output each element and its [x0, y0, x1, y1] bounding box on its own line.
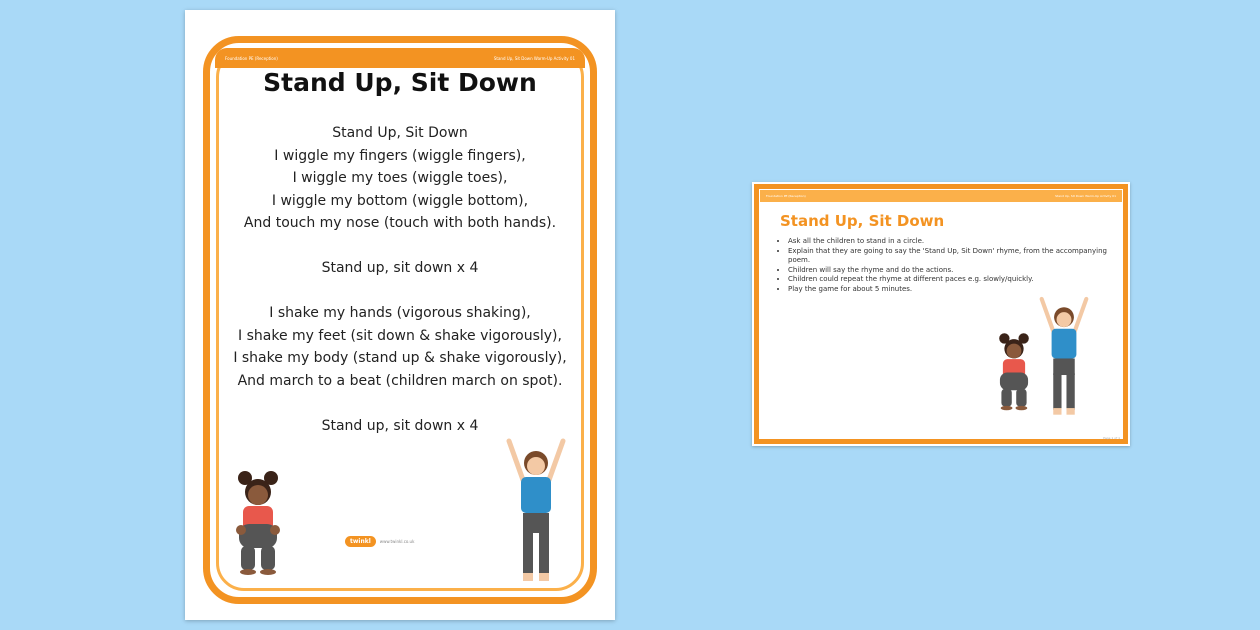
card-header-bar — [760, 190, 1122, 202]
poem-line: I wiggle my toes (wiggle toes), — [292, 170, 508, 186]
poem-stanza-gap — [185, 235, 615, 258]
instruction-item: • Children could repeat the rhyme at different paces e.g. slowly/quickly. — [788, 275, 1128, 285]
poster-header-bar — [215, 48, 585, 68]
instruction-item: • Children will say the rhyme and do the actions. — [788, 266, 1128, 276]
poem-line: I shake my hands (vigorous shaking), — [269, 305, 531, 321]
instruction-item: • Play the game for about 5 minutes. — [788, 285, 1128, 295]
poem-line: I shake my body (stand up & shake vigorously), — [233, 350, 567, 366]
poem-line: Stand Up, Sit Down — [332, 125, 468, 141]
card-sitting-child-illustration — [994, 326, 1034, 416]
twinkl-logo — [345, 536, 414, 547]
poem-stanza-gap — [185, 280, 615, 303]
instruction-card — [752, 182, 1130, 446]
poem-stanza-gap — [185, 392, 615, 415]
logo-url: www.twinkl.co.uk — [379, 539, 415, 544]
poem-line: And touch my nose (touch with both hands). — [243, 215, 557, 231]
poem-poster — [185, 10, 615, 620]
instruction-item: • Ask all the children to stand in a circle. — [788, 237, 1128, 247]
instruction-item: • Explain that they are going to say the 'Stand Up, Sit Down' rhyme, from the accompanying poem. — [788, 247, 1128, 266]
card-header-right: Stand Up, Sit Down Warm-Up Activity 01 — [1055, 194, 1116, 198]
poem-line: I shake my feet (sit down & shake vigorously), — [238, 327, 562, 344]
poem-line: I wiggle my fingers (wiggle fingers), — [274, 147, 526, 164]
card-title: Stand Up, Sit Down — [780, 212, 945, 230]
poster-header-right: Stand Up, Sit Down Warm-Up Activity 01 — [493, 55, 575, 61]
card-header-left: Foundation PE (Reception) — [766, 194, 806, 198]
poem-line: I wiggle my bottom (wiggle bottom), — [271, 192, 529, 209]
poster-title: Stand Up, Sit Down — [263, 68, 537, 97]
poem-line: Stand up, sit down x 4 — [321, 417, 479, 434]
instruction-list — [776, 237, 1128, 294]
card-page-label: Page 1 of 1 — [1103, 436, 1120, 440]
standing-child-illustration — [503, 435, 569, 585]
poem-line: Stand up, sit down x 4 — [321, 260, 479, 276]
poster-header-left: Foundation PE (Reception) — [225, 55, 278, 61]
logo-mark: twinkl — [345, 536, 376, 547]
card-standing-child-illustration — [1036, 294, 1092, 418]
sitting-child-illustration — [231, 468, 285, 576]
poem-text — [185, 122, 615, 437]
poem-line: And march to a beat (children march on spot). — [237, 372, 563, 389]
